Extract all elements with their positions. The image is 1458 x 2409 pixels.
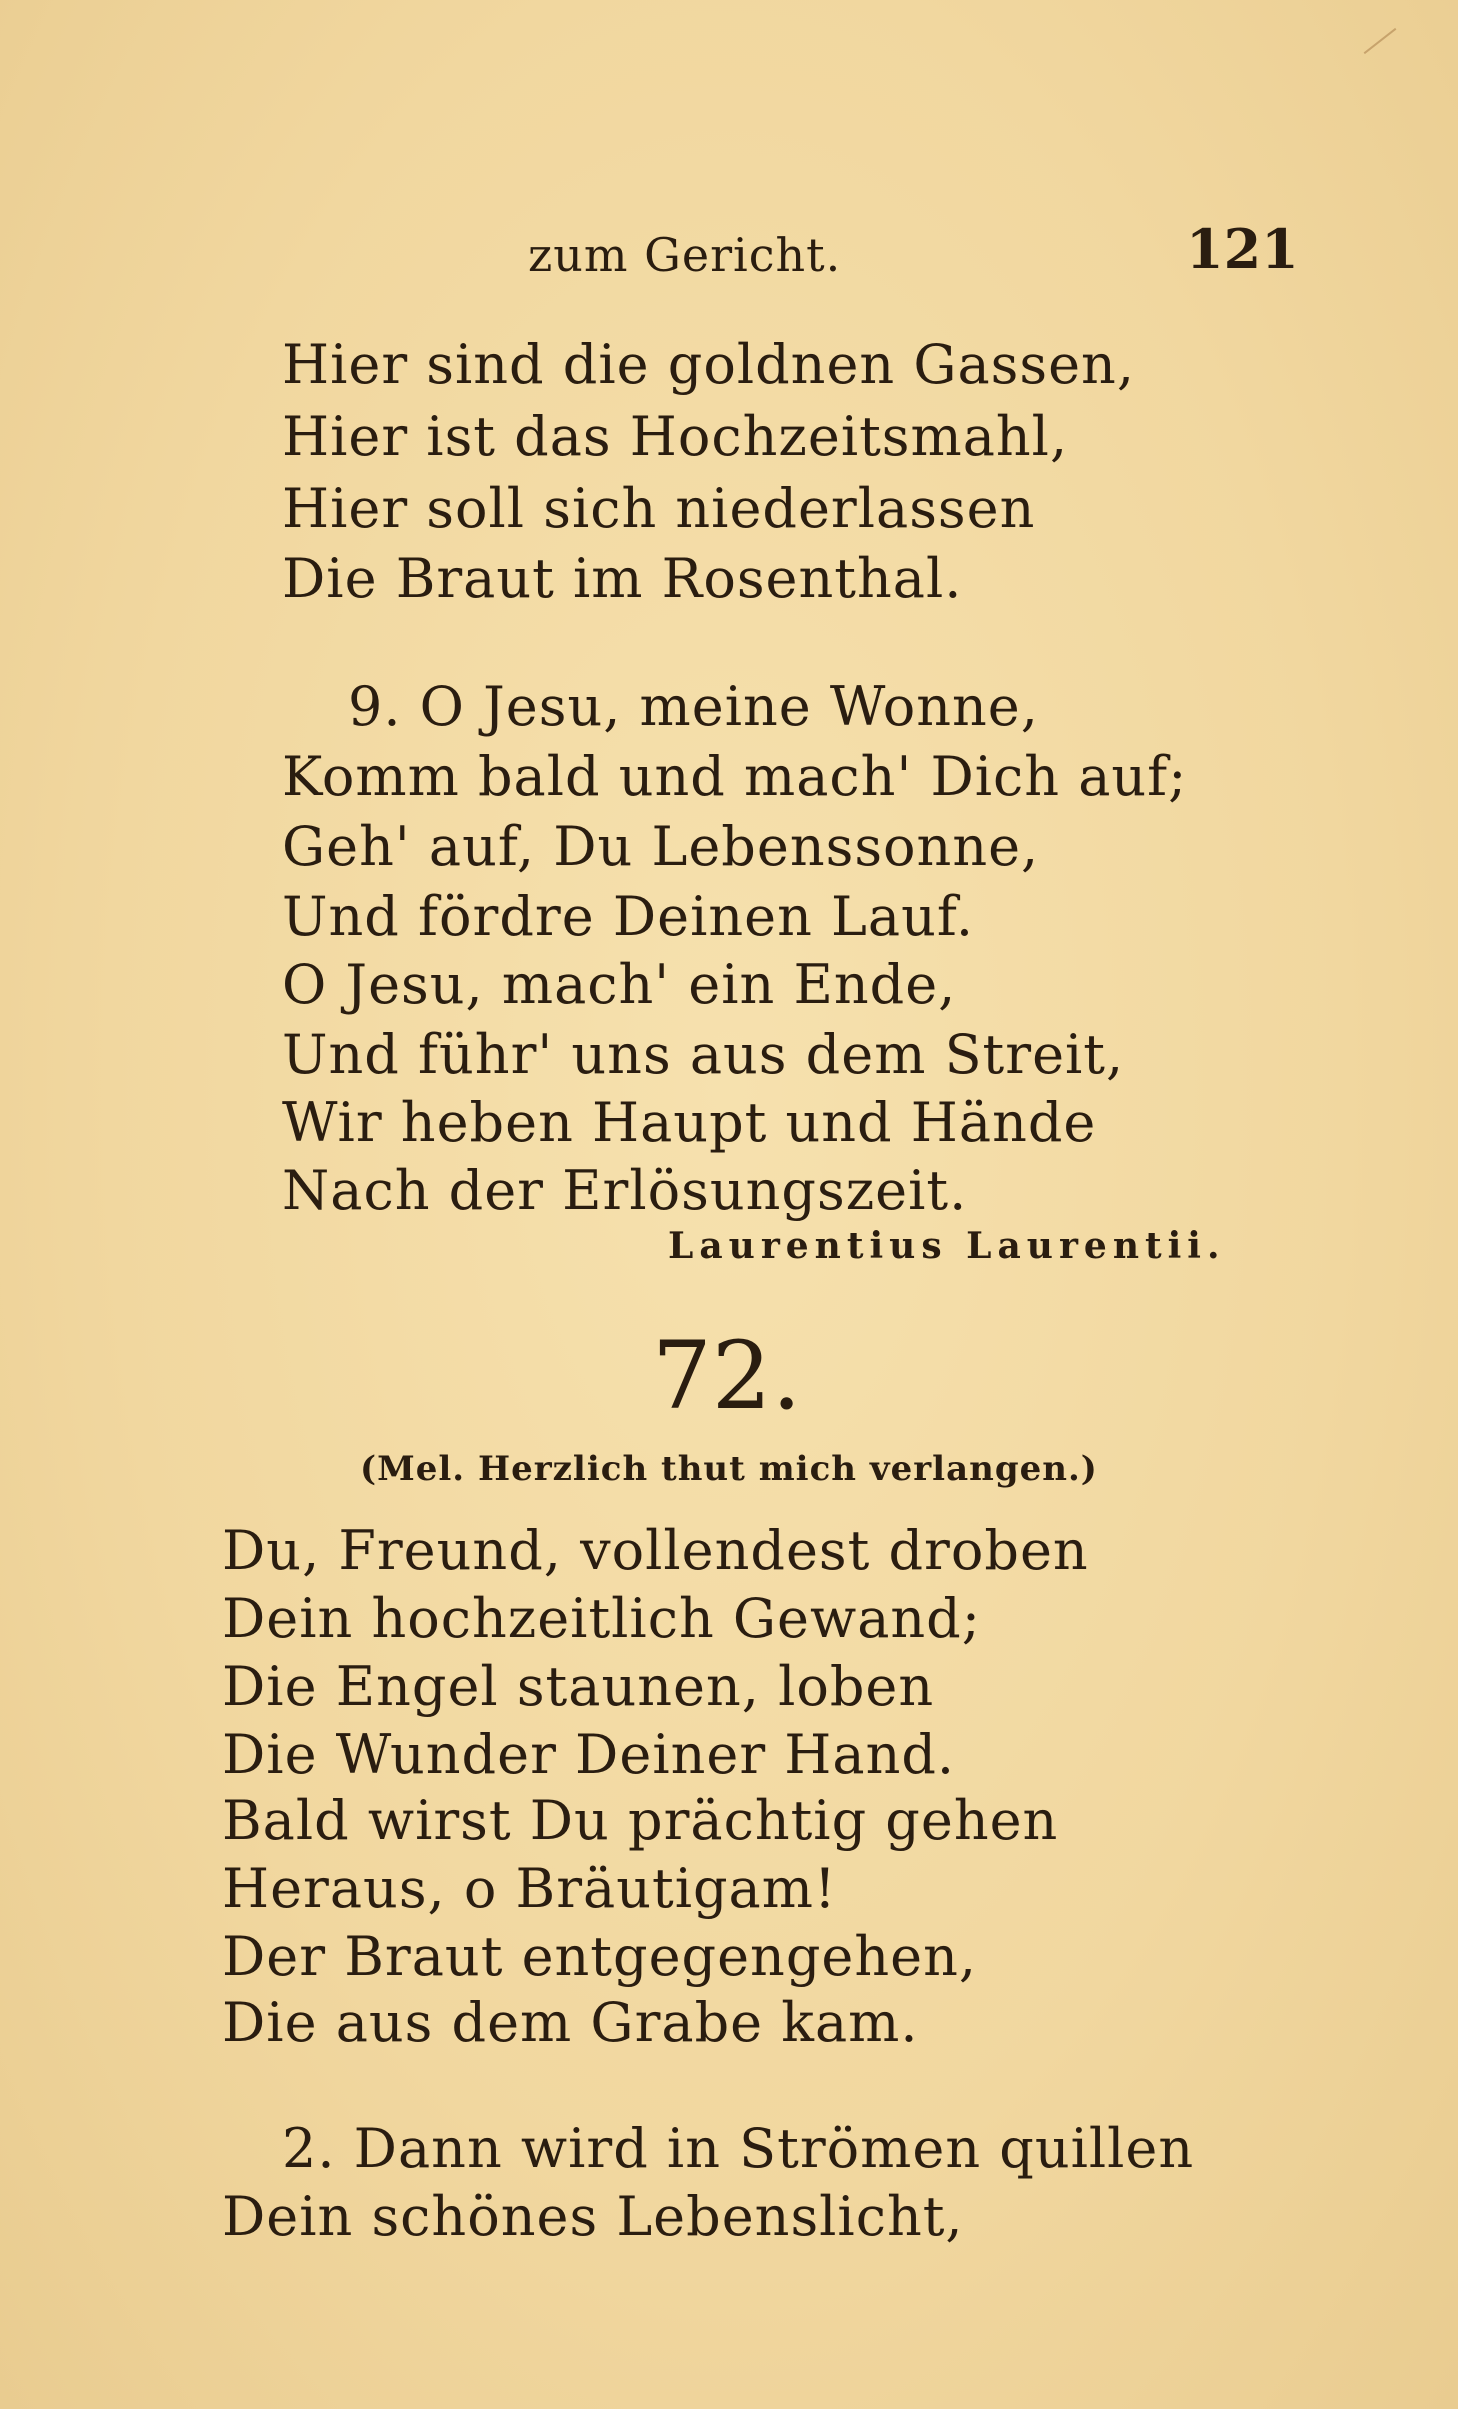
verse-line: Die Wunder Deiner Hand. — [222, 1723, 956, 1786]
verse-line: Hier soll sich niederlassen — [282, 477, 1036, 540]
verse-line: 9. O Jesu, meine Wonne, — [348, 675, 1039, 738]
verse-line: Der Braut entgegengehen, — [222, 1925, 978, 1988]
verse-line: Und fördre Deinen Lauf. — [282, 885, 975, 948]
melody-indication: (Mel. Herzlich thut mich verlangen.) — [360, 1449, 1098, 1489]
verse-line: Geh' auf, Du Lebenssonne, — [282, 815, 1040, 878]
corner-mark — [1364, 28, 1397, 54]
verse-line: Heraus, o Bräutigam! — [222, 1857, 837, 1920]
verse-line: Dein schönes Lebenslicht, — [222, 2185, 964, 2248]
verse-line: O Jesu, mach' ein Ende, — [282, 953, 957, 1016]
verse-line: Du, Freund, vollendest droben — [222, 1519, 1089, 1582]
verse-line: Die Braut im Rosenthal. — [282, 547, 963, 610]
verse-line: Wir heben Haupt und Hände — [282, 1091, 1097, 1154]
verse-line: Dein hochzeitlich Gewand; — [222, 1587, 981, 1650]
verse-line: Bald wirst Du prächtig gehen — [222, 1789, 1059, 1852]
verse-line: Hier sind die goldnen Gassen, — [282, 333, 1136, 396]
page-number: 121 — [1186, 217, 1299, 281]
verse-line: Hier ist das Hochzeitsmahl, — [282, 405, 1069, 468]
hymn-number: 72. — [652, 1322, 802, 1431]
author-attribution: Laurentius Laurentii. — [668, 1225, 1226, 1267]
verse-line: Die Engel staunen, loben — [222, 1655, 935, 1718]
verse-line: Nach der Erlösungszeit. — [282, 1159, 968, 1222]
verse-line: Und führ' uns aus dem Streit, — [282, 1023, 1125, 1086]
running-title: zum Gericht. — [528, 228, 842, 282]
verse-line: Die aus dem Grabe kam. — [222, 1991, 919, 2054]
verse-line: 2. Dann wird in Strömen quillen — [282, 2117, 1195, 2180]
verse-line: Komm bald und mach' Dich auf; — [282, 745, 1188, 808]
